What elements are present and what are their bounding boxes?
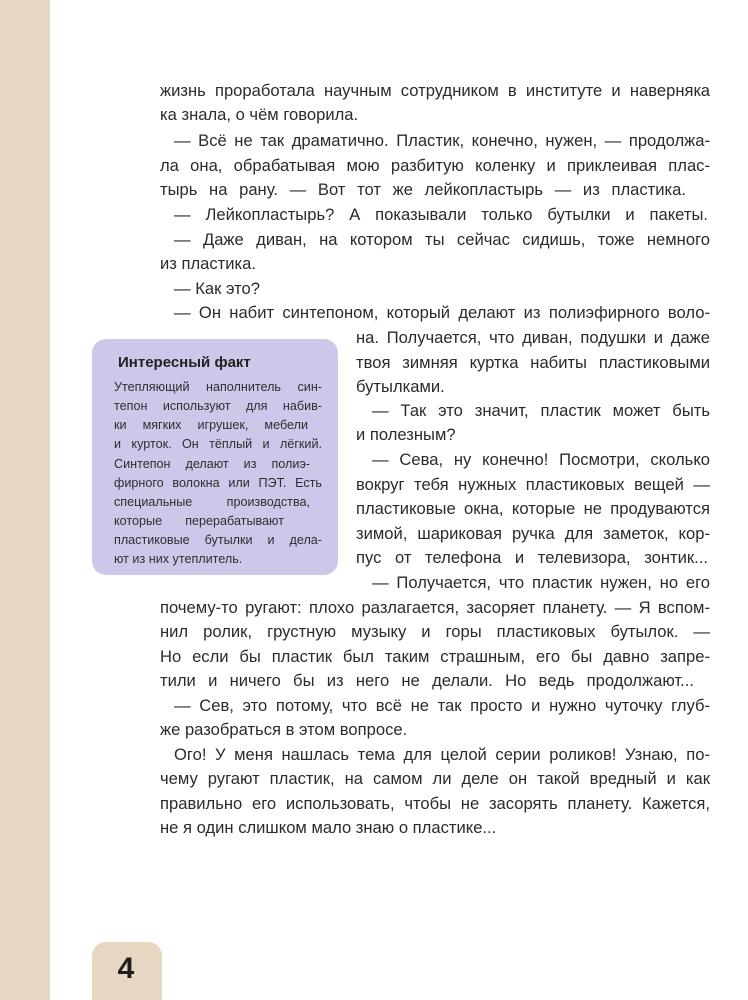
fact-line: Синтепон делают из полиэ- <box>114 457 310 471</box>
body-line: — Сева, ну конечно! Посмотри, сколько <box>372 450 710 469</box>
fact-line: фирного волокна или ПЭТ. Есть <box>114 476 322 490</box>
body-line: чему ругают пластик, на самом ли деле он такой вредный и как <box>160 769 710 788</box>
body-line: тили и ничего бы из него не делали. Но ведь продолжают... <box>160 671 694 690</box>
body-line: ла она, обрабатывая мою разбитую коленку и приклеивая плас- <box>160 156 710 175</box>
fact-line: ки мягких игрушек, мебели <box>114 418 308 432</box>
body-line: бутылками. <box>356 377 445 396</box>
body-line: — Получается, что пластик нужен, но его <box>372 573 710 592</box>
body-line: пластиковые окна, которые не продуваются <box>356 499 710 518</box>
body-line: из пластика. <box>160 254 257 273</box>
body-line: — Даже диван, на котором ты сейчас сидишь, тоже немного <box>174 230 710 249</box>
body-line: — Как это? <box>174 279 260 298</box>
fact-line: пластиковые бутылки и дела- <box>114 533 322 547</box>
page-number: 4 <box>117 952 135 985</box>
body-line: тырь на рану. — Вот тот же лейкопластырь — из пластика. <box>160 180 686 199</box>
body-line: вокруг тебя нужных пластиковых вещей — <box>356 475 710 494</box>
body-line: — Лейкопластырь? А показывали только бутылки и пакеты. <box>174 205 708 224</box>
body-line: — Всё не так драматично. Пластик, конечно, нужен, — продолжа- <box>174 131 710 150</box>
body-line: твоя зимняя куртка набиты пластиковыми <box>356 353 710 372</box>
body-line: — Сев, это потому, что всё не так просто и нужно чуточку глуб- <box>174 696 710 715</box>
fact-line: ют из них утеплитель. <box>114 552 243 566</box>
body-line: — Так это значит, пластик может быть <box>372 401 710 420</box>
body-line: зимой, шариковая ручка для заметок, кор- <box>356 524 710 543</box>
page-side-strip <box>0 0 50 1000</box>
body-line: на. Получается, что диван, подушки и даже <box>356 328 710 347</box>
body-line: Но если бы пластик был таким страшным, его бы давно запре- <box>160 647 710 666</box>
fact-title: Интересный факт <box>118 354 251 371</box>
fact-line: Утепляющий наполнитель син- <box>114 380 322 394</box>
fact-line: тепон используют для набив- <box>114 399 322 413</box>
body-line: Ого! У меня нашлась тема для целой серии роликов! Узнаю, по- <box>174 745 710 764</box>
fact-line: специальные производства, <box>114 495 310 509</box>
fact-line: и курток. Он тёплый и лёгкий. <box>114 437 322 451</box>
body-line: пус от телефона и телевизора, зонтик... <box>356 548 708 567</box>
body-line: правильно его использовать, чтобы не засорять планету. Кажется, <box>160 794 710 813</box>
body-line: не я один слишком мало знаю о пластике... <box>160 818 497 837</box>
body-line: нил ролик, грустную музыку и горы пластиковых бутылок. — <box>160 622 710 641</box>
body-line: — Он набит синтепоном, который делают из полиэфирного воло- <box>174 303 710 322</box>
body-line: же разобраться в этом вопросе. <box>160 720 408 739</box>
body-line: и полезным? <box>356 425 456 444</box>
fact-line: которые перерабатывают <box>114 514 284 528</box>
body-line: почему-то ругают: плохо разлагается, засоряет планету. — Я вспом- <box>160 598 710 617</box>
body-line: жизнь проработала научным сотрудником в институте и навернякa <box>160 81 710 100</box>
body-line: ка знала, о чём говорила. <box>160 105 359 124</box>
